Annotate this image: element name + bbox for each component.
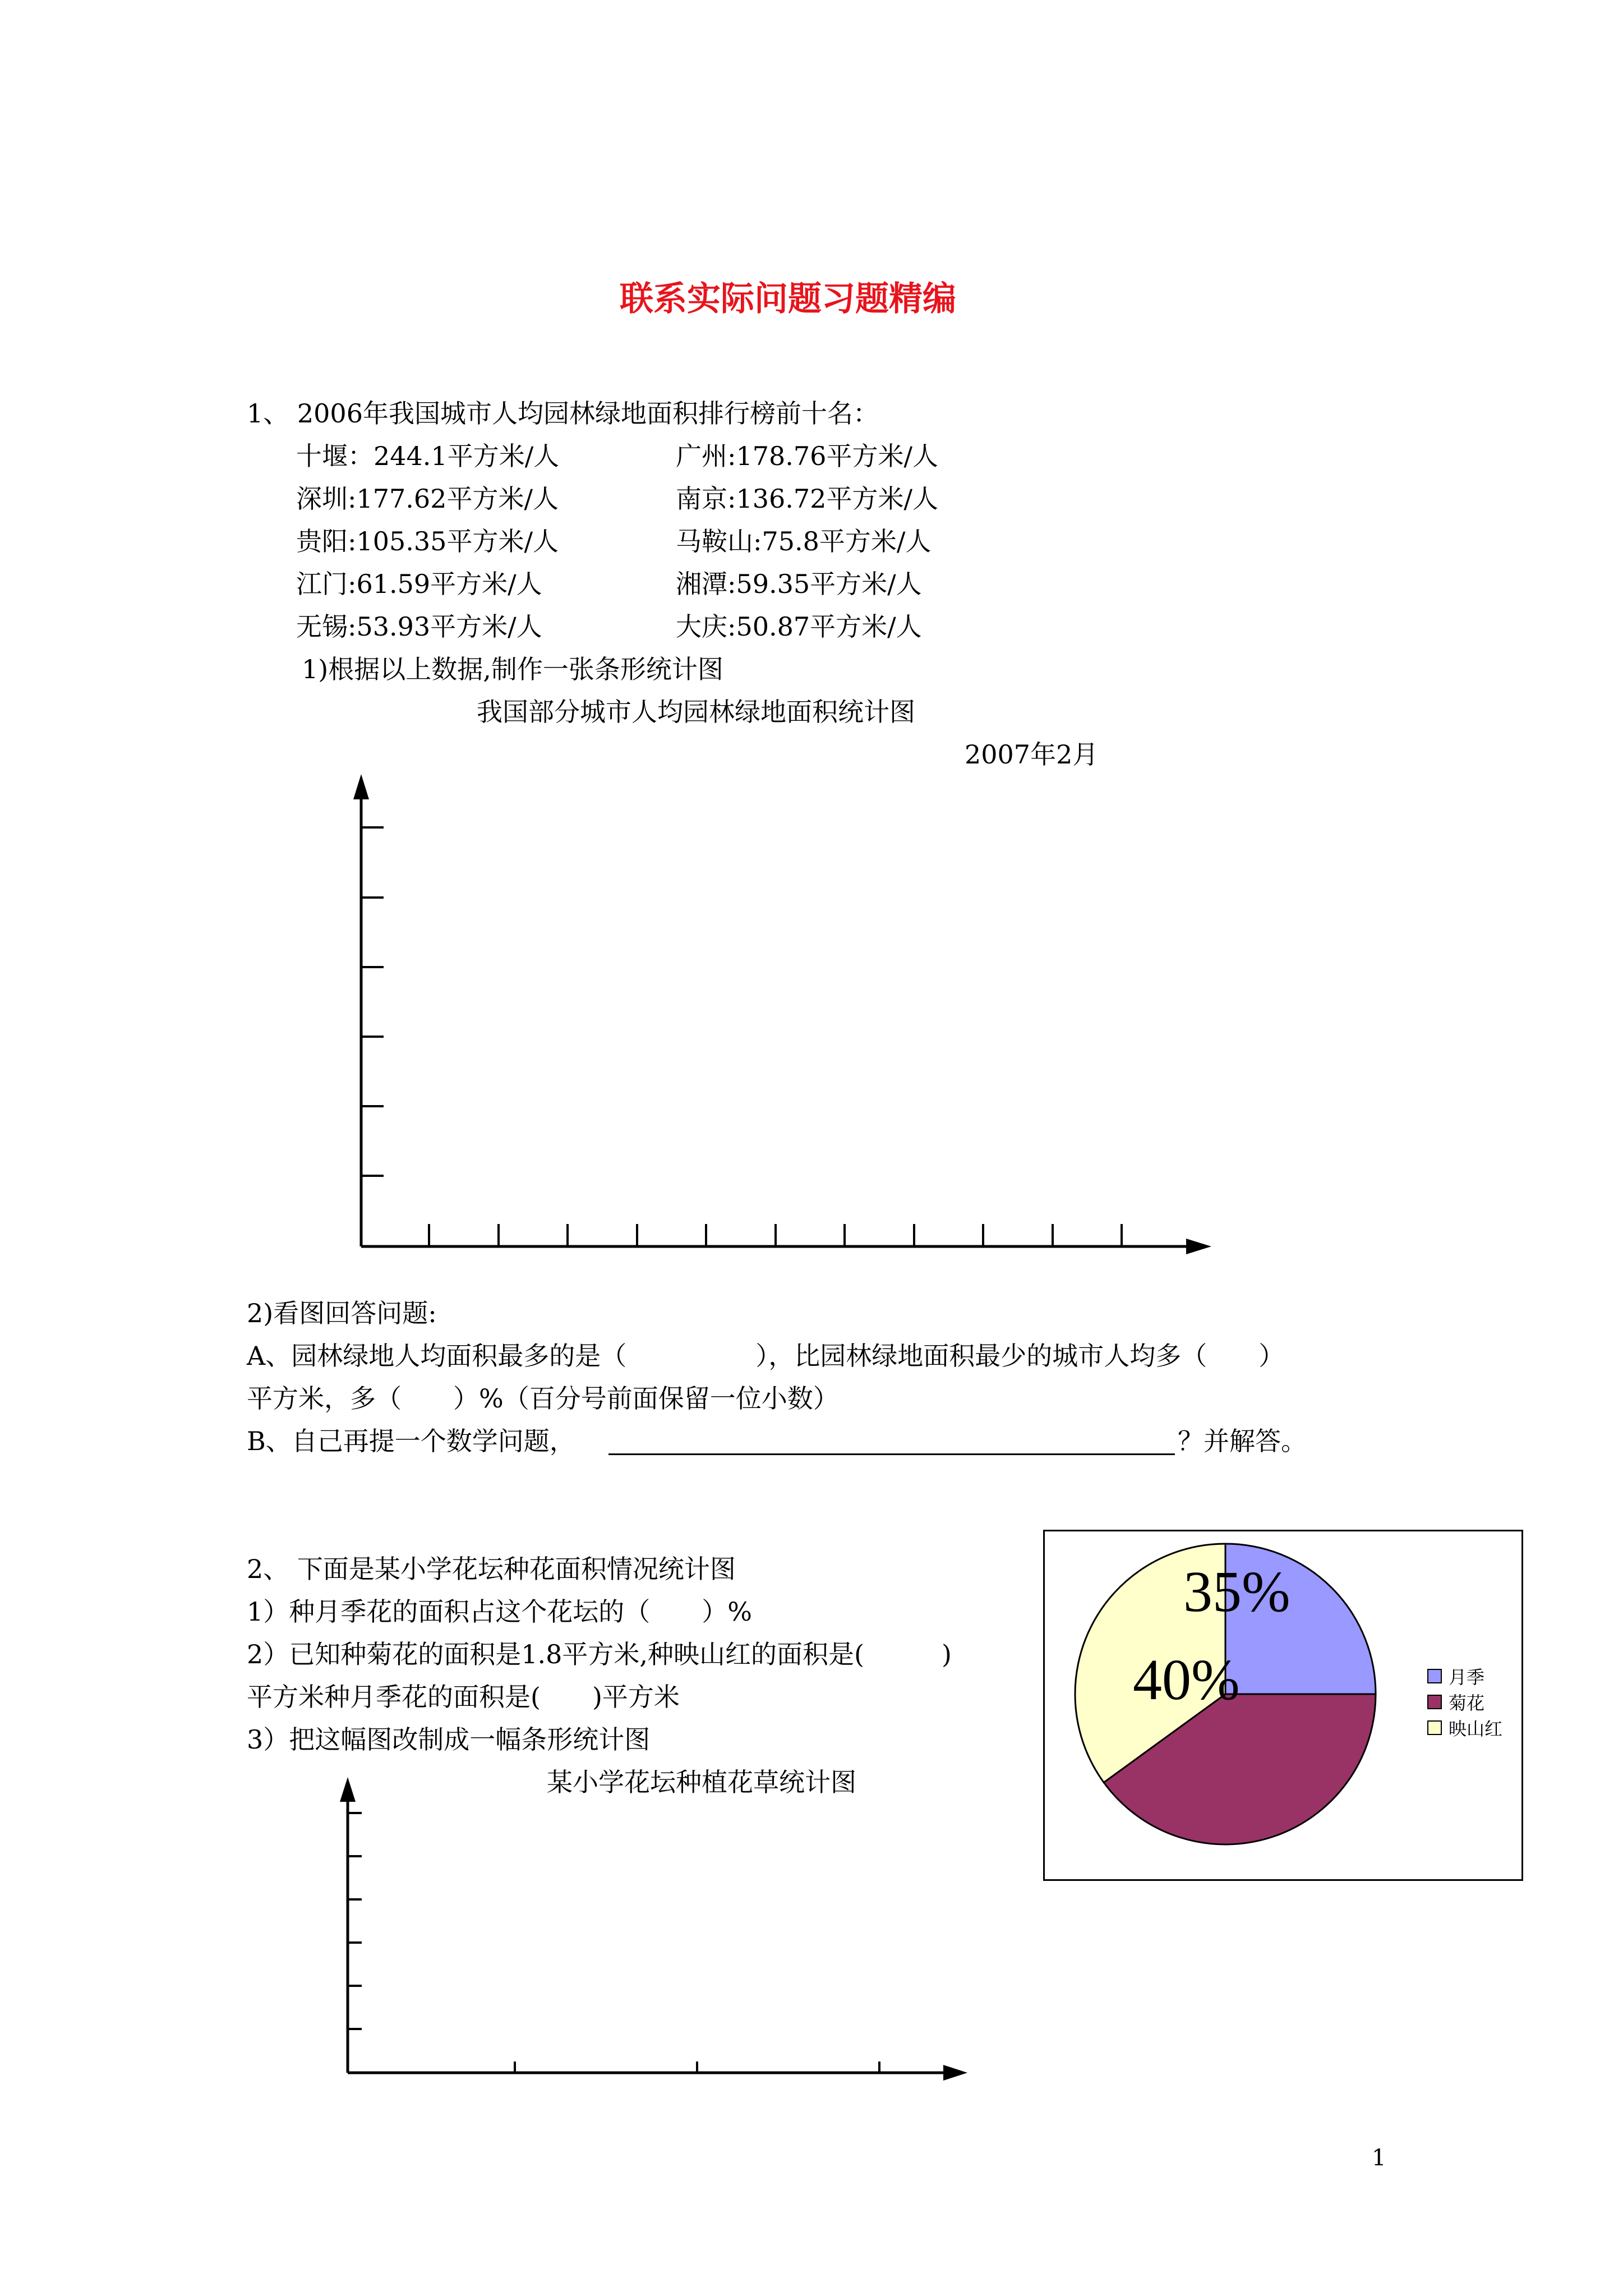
q2-line3: 平方米种月季花的面积是( )平方米 bbox=[247, 1682, 680, 1712]
city-item: 马鞍山:75.8平方米/人 bbox=[676, 526, 932, 556]
city-item: 深圳:177.62平方米/人 bbox=[296, 484, 559, 514]
page-number: 1 bbox=[1372, 2145, 1386, 2171]
q2-line1: 1）种月季花的面积占这个花坛的（ ）% bbox=[247, 1596, 752, 1627]
city-item: 南京:136.72平方米/人 bbox=[676, 484, 938, 514]
q1-sub1: 1)根据以上数据,制作一张条形统计图 bbox=[302, 654, 723, 684]
q2-x-arrow bbox=[943, 2065, 967, 2081]
q1-question-b: B、自己再提一个数学问题， bbox=[247, 1426, 575, 1456]
city-item: 大庆:50.87平方米/人 bbox=[676, 611, 922, 642]
city-item: 无锡:53.93平方米/人 bbox=[296, 611, 542, 642]
q1-chart-date: 2007年2月 bbox=[965, 739, 1099, 770]
q1-sub2: 2)看图回答问题: bbox=[247, 1298, 437, 1328]
city-item: 十堰：244.1平方米/人 bbox=[296, 441, 560, 471]
legend-label: 月季 bbox=[1449, 1667, 1485, 1688]
page-title: 联系实际问题习题精编 bbox=[620, 279, 956, 319]
city-item: 湘潭:59.35平方米/人 bbox=[676, 569, 922, 599]
q2-y-arrow bbox=[340, 1777, 356, 1802]
q1-question-a-line1: A、园林绿地人均面积最多的是（ ），比园林绿地面积最少的城市人均多（ ） bbox=[247, 1341, 1285, 1371]
q2-line2: 2）已知种菊花的面积是1.8平方米,种映山红的面积是( ) bbox=[247, 1639, 952, 1669]
q2-chart-title: 某小学花坛种植花草统计图 bbox=[547, 1767, 856, 1797]
city-item: 广州:178.76平方米/人 bbox=[676, 441, 938, 471]
q1-chart-title: 我国部分城市人均园林绿地面积统计图 bbox=[477, 697, 915, 727]
city-item: 贵阳:105.35平方米/人 bbox=[296, 526, 559, 556]
q2-heading: 2、 下面是某小学花坛种花面积情况统计图 bbox=[247, 1554, 736, 1584]
q2-x-ticks bbox=[515, 2062, 879, 2073]
legend-label: 菊花 bbox=[1449, 1692, 1485, 1714]
legend-label: 映山红 bbox=[1449, 1718, 1503, 1740]
pie-annotation: 35% bbox=[1183, 1559, 1290, 1624]
q1-question-a-line2: 平方米，多（ ）%（百分号前面保留一位小数） bbox=[247, 1383, 839, 1414]
city-item: 江门:61.59平方米/人 bbox=[296, 569, 542, 599]
pie-annotation: 40% bbox=[1133, 1648, 1240, 1712]
q2-line4: 3）把这幅图改制成一幅条形统计图 bbox=[247, 1724, 651, 1755]
q1-heading: 1、 2006年我国城市人均园林绿地面积排行榜前十名： bbox=[247, 398, 879, 429]
q1-question-b-end: ？并解答。 bbox=[1178, 1426, 1307, 1456]
q2-y-ticks bbox=[348, 1813, 362, 2029]
